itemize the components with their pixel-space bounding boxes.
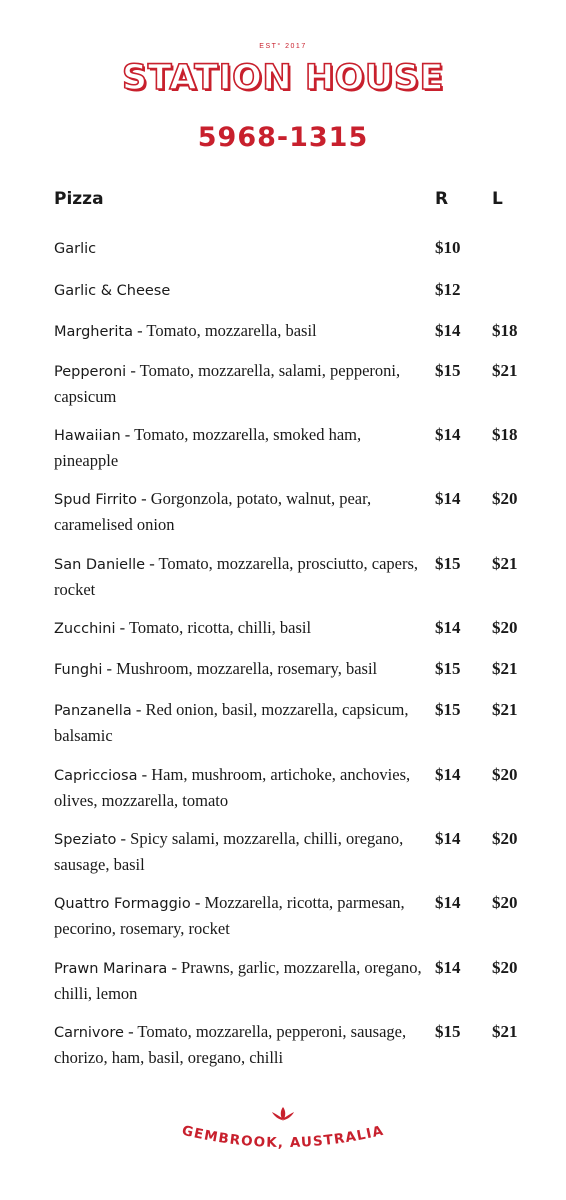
menu-item bbox=[54, 956, 424, 1005]
price-regular: $14 bbox=[435, 958, 461, 977]
svg-text:GEMBROOK, AUSTRALIA bbox=[180, 1123, 385, 1151]
menu-item-description: - Prawns, garlic, mozzarella, oregano, chilli, lemon bbox=[54, 958, 422, 1003]
menu-item bbox=[54, 359, 424, 408]
menu-item bbox=[54, 487, 424, 536]
price-regular: $14 bbox=[435, 893, 461, 912]
price-regular: $15 bbox=[435, 659, 461, 678]
column-header-regular: R bbox=[435, 189, 449, 209]
menu-item bbox=[54, 891, 424, 940]
menu-item bbox=[54, 827, 424, 876]
menu-item-name: Margherita bbox=[54, 324, 133, 340]
price-large: $20 bbox=[492, 765, 518, 784]
menu-item-description: - Mushroom, mozzarella, rosemary, basil bbox=[102, 659, 378, 678]
menu-item-name: Prawn Marinara bbox=[54, 961, 168, 977]
menu-item-description: - Ham, mushroom, artichoke, anchovies, olives, mozzarella, tomato bbox=[54, 765, 411, 810]
menu-item bbox=[54, 552, 424, 601]
menu-item-name: Zucchini bbox=[54, 621, 116, 637]
menu-item-description: - Tomato, mozzarella, smoked ham, pineapple bbox=[54, 425, 362, 470]
price-large: $21 bbox=[492, 700, 518, 719]
price-regular: $14 bbox=[435, 425, 461, 444]
logo-title: STATION HOUSE bbox=[122, 58, 444, 98]
price-regular: $12 bbox=[435, 280, 461, 299]
menu-item-name: Panzanella bbox=[54, 703, 132, 719]
menu-item-name: Carnivore bbox=[54, 1025, 124, 1041]
menu-item bbox=[54, 1020, 424, 1069]
price-large: $20 bbox=[492, 618, 518, 637]
price-large: $21 bbox=[492, 361, 518, 380]
menu-item bbox=[54, 763, 424, 812]
menu-item-name: Hawaiian bbox=[54, 428, 121, 444]
menu-item-description: - Tomato, mozzarella, prosciutto, capers, rocket bbox=[54, 554, 419, 599]
menu-item-description: - Tomato, ricotta, chilli, basil bbox=[115, 618, 312, 637]
menu-item-name: Quattro Formaggio bbox=[54, 896, 191, 912]
menu-item-description: - Tomato, mozzarella, pepperoni, sausage, chorizo, ham, basil, oregano, chilli bbox=[54, 1022, 407, 1067]
menu-item-description: - Mozzarella, ricotta, parmesan, pecorino, rosemary, rocket bbox=[54, 893, 405, 938]
price-regular: $10 bbox=[435, 238, 461, 257]
menu-item-description: - Tomato, mozzarella, salami, pepperoni, capsicum bbox=[54, 361, 401, 406]
price-large: $20 bbox=[492, 958, 518, 977]
price-large: $18 bbox=[492, 321, 518, 340]
menu-item bbox=[54, 278, 424, 304]
price-large: $21 bbox=[492, 1022, 518, 1041]
menu-item-name: Pepperoni bbox=[54, 364, 127, 380]
location-text: GEMBROOK, AUSTRALIA bbox=[180, 1122, 386, 1152]
price-regular: $14 bbox=[435, 489, 461, 508]
menu-item bbox=[54, 236, 424, 262]
menu-item-description: - Spicy salami, mozzarella, chilli, oregano, sausage, basil bbox=[54, 829, 404, 874]
menu-item-description: - Tomato, mozzarella, basil bbox=[132, 321, 317, 340]
price-large: $20 bbox=[492, 829, 518, 848]
menu-item-name: Garlic bbox=[54, 241, 97, 257]
phone-number: 5968-1315 bbox=[197, 122, 369, 153]
price-regular: $15 bbox=[435, 700, 461, 719]
menu-item bbox=[54, 616, 424, 642]
menu-item bbox=[54, 698, 424, 747]
menu-item-name: Garlic & Cheese bbox=[54, 283, 171, 299]
menu-item bbox=[54, 319, 424, 345]
price-regular: $14 bbox=[435, 618, 461, 637]
price-regular: $15 bbox=[435, 1022, 461, 1041]
menu-item-name: Funghi bbox=[54, 662, 103, 678]
location-arc bbox=[0, 1122, 566, 1162]
menu-item-description: - Red onion, basil, mozzarella, capsicum, balsamic bbox=[54, 700, 409, 745]
menu-item bbox=[54, 657, 424, 683]
price-regular: $14 bbox=[435, 765, 461, 784]
section-title: Pizza bbox=[54, 189, 104, 209]
menu-item-name: San Danielle bbox=[54, 557, 146, 573]
menu-item-name: Spud Firrito bbox=[54, 492, 137, 508]
price-large: $21 bbox=[492, 659, 518, 678]
price-regular: $15 bbox=[435, 361, 461, 380]
menu-item bbox=[54, 423, 424, 472]
price-large: $20 bbox=[492, 893, 518, 912]
price-regular: $15 bbox=[435, 554, 461, 573]
price-regular: $14 bbox=[435, 829, 461, 848]
menu-item-description: - Gorgonzola, potato, walnut, pear, caramelised onion bbox=[54, 489, 372, 534]
est-label: EST° 2017 bbox=[259, 43, 307, 50]
price-regular: $14 bbox=[435, 321, 461, 340]
price-large: $20 bbox=[492, 489, 518, 508]
column-header-large: L bbox=[492, 189, 503, 209]
price-large: $21 bbox=[492, 554, 518, 573]
price-large: $18 bbox=[492, 425, 518, 444]
menu-item-name: Capricciosa bbox=[54, 768, 138, 784]
menu-item-name: Speziato bbox=[54, 832, 117, 848]
